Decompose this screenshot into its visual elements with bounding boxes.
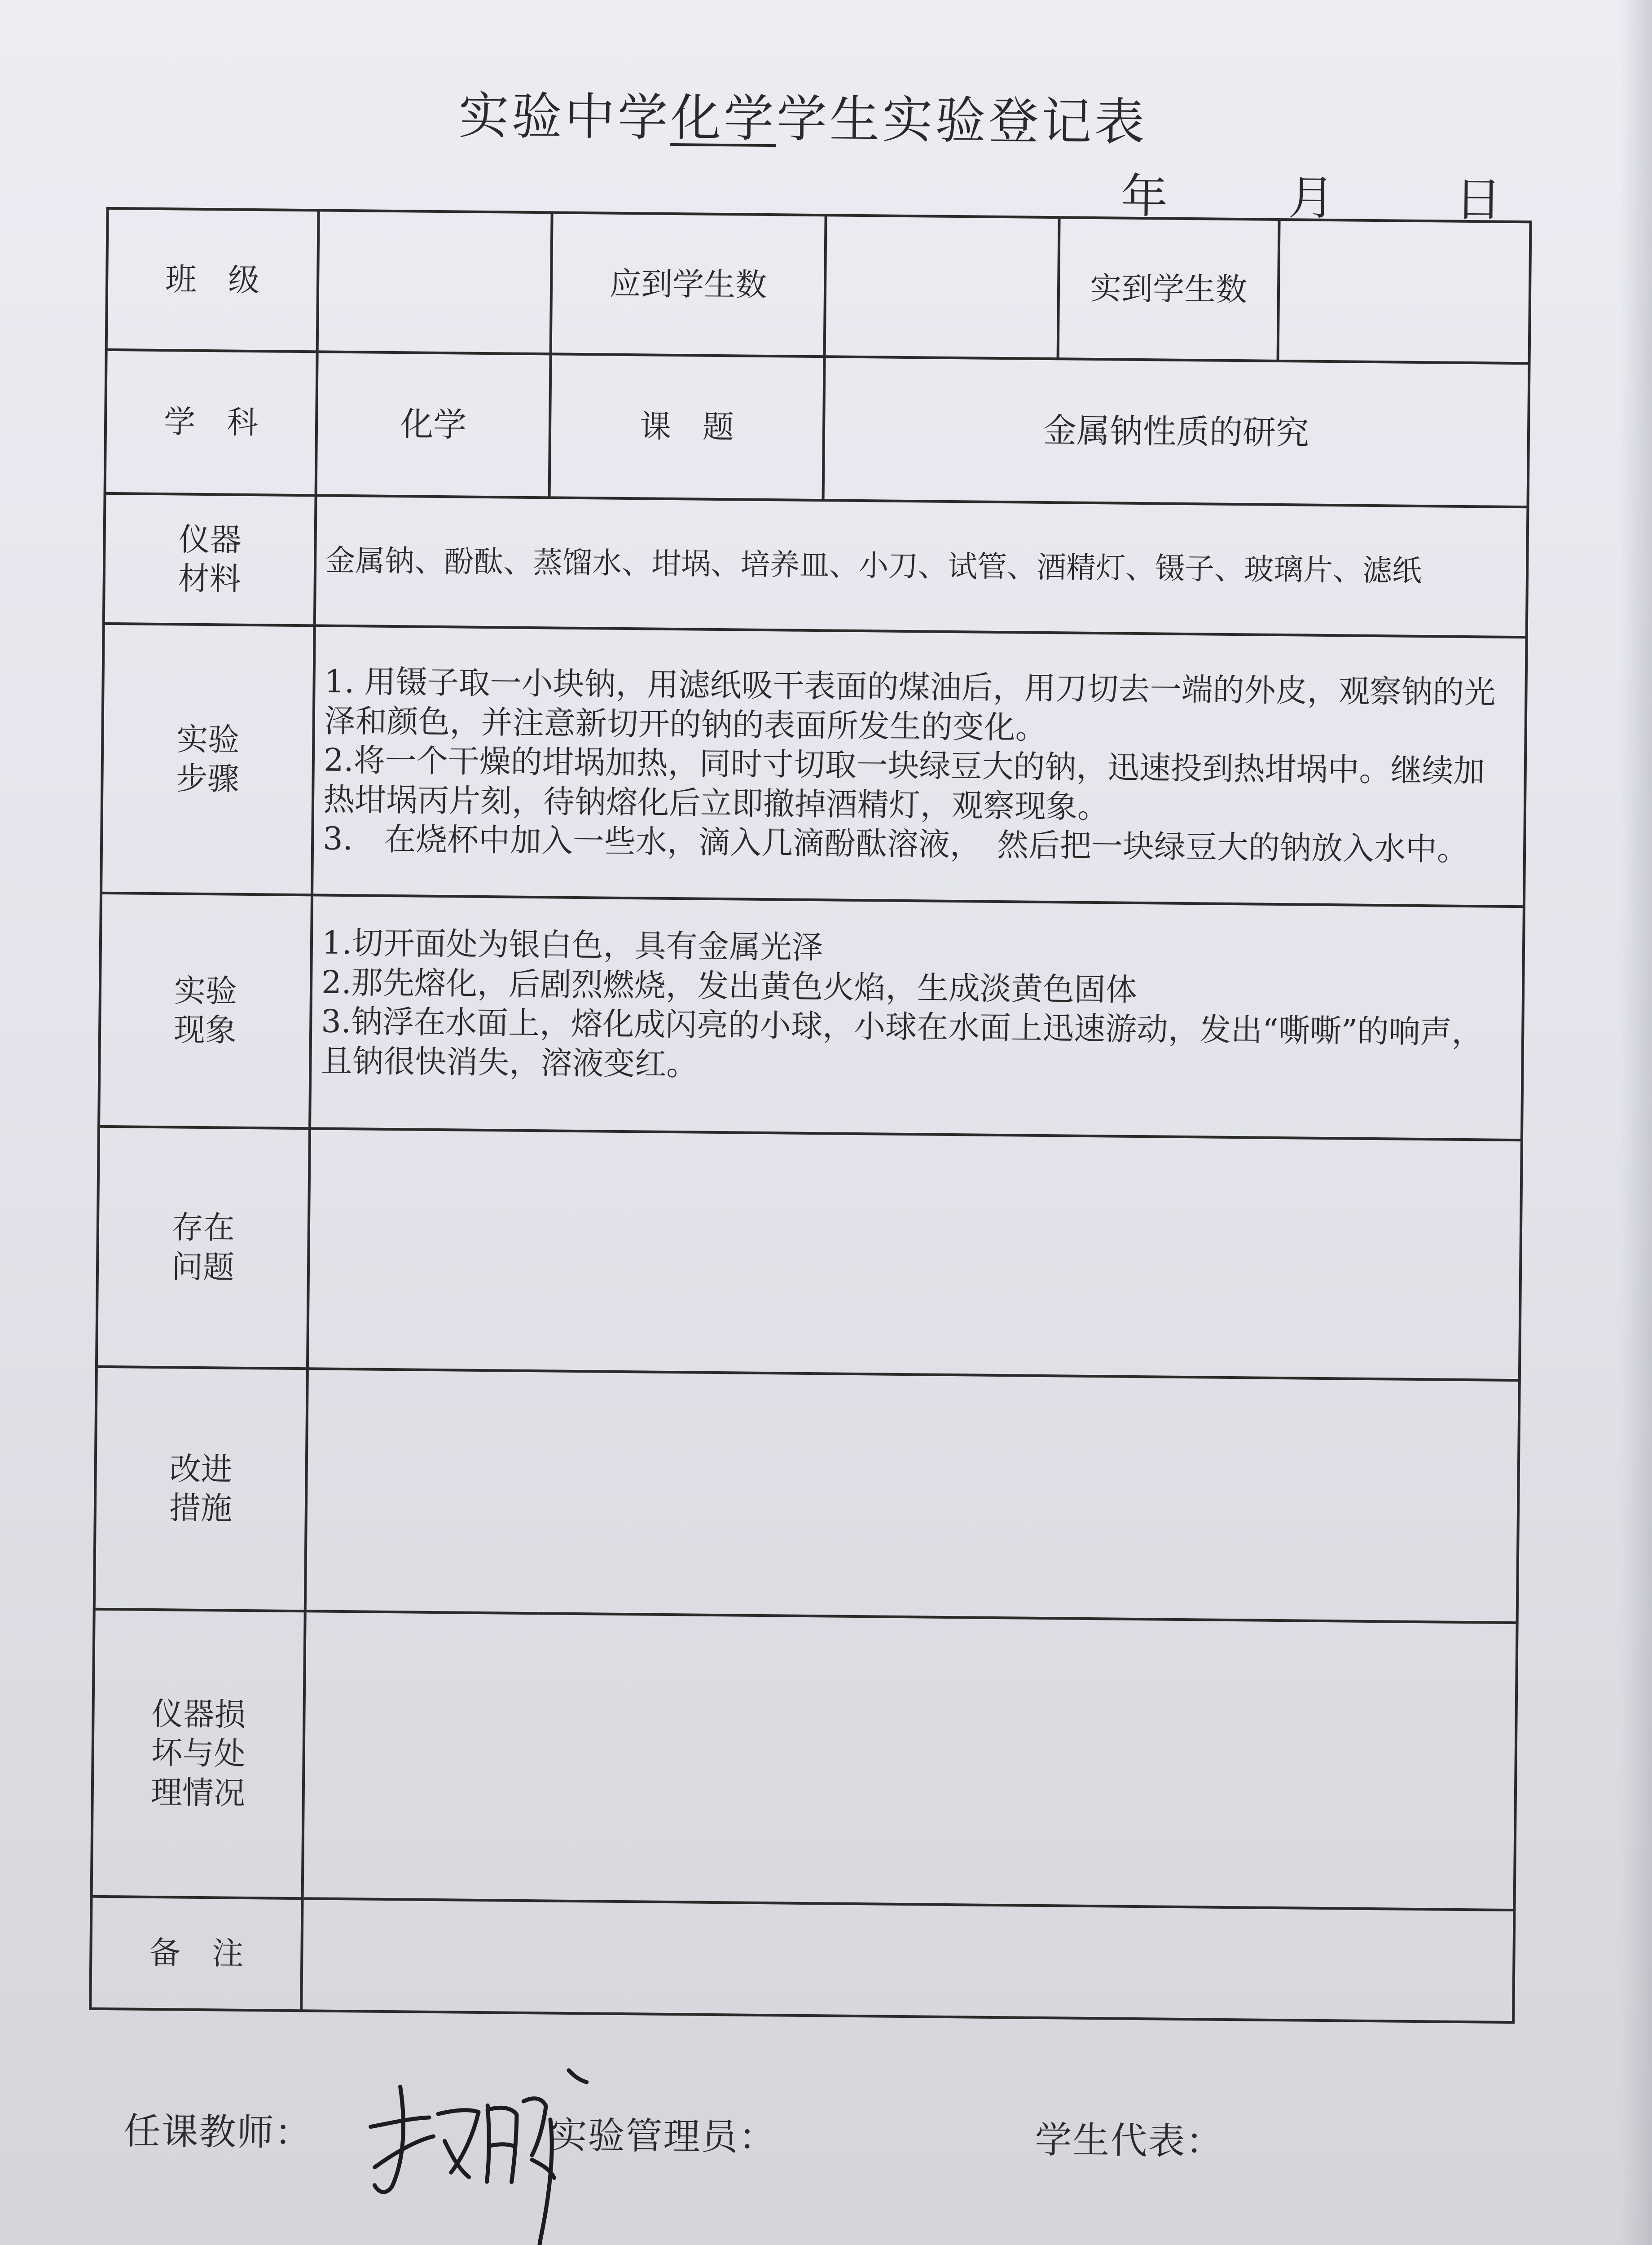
remarks-field[interactable] (301, 1898, 1514, 2022)
date-day-label: 日 (1454, 172, 1504, 227)
equipment-label (104, 493, 316, 625)
steps-label-line1: 实验 (176, 720, 240, 758)
row-problems (97, 1127, 1522, 1380)
step-item: 1. 用镊子取一小块钠，用滤纸吸干表面的煤油后，用刀切去一端的外皮，观察钠的光泽和颜色，并注意新切开的钠的表面所发生的变化。 (324, 663, 1496, 746)
expected-students-label: 应到学生数 (551, 212, 826, 357)
lab-admin-label: 实验管理员： (550, 2114, 777, 2159)
phenomena-label-line1: 实验 (174, 972, 237, 1010)
row-improvements (94, 1367, 1520, 1623)
equipment-label-line2: 材料 (178, 560, 242, 598)
phenomenon-item: 3.钠浮在水面上，熔化成闪亮的小球，小球在水面上迅速游动，发出“嘶嘶”的响声，且钠很快消失，溶液变红。 (321, 1003, 1483, 1083)
step-item: 3. 在烧杯中加入一些水，滴入几滴酚酞溶液， 然后把一块绿豆大的钠放入水中。 (322, 820, 1469, 868)
teacher-label: 任课教师： (123, 2110, 313, 2155)
class-label: 班 级 (106, 208, 319, 352)
teacher-signature-icon (360, 2051, 614, 2245)
phenomena-label (99, 893, 312, 1128)
class-field[interactable] (317, 210, 552, 354)
form-title (66, 72, 1539, 158)
row-phenomena (99, 893, 1524, 1140)
damage-label-line2: 坏与处 (151, 1734, 246, 1773)
date-month-label: 月 (1287, 170, 1337, 226)
expected-students-field[interactable] (825, 215, 1059, 359)
problems-label-line1: 存在 (171, 1209, 235, 1246)
damage-label-line3: 理情况 (150, 1774, 246, 1812)
row-damage (92, 1609, 1517, 1910)
damage-label (92, 1609, 305, 1898)
steps-label (101, 624, 315, 895)
actual-students-label: 实到学生数 (1058, 217, 1279, 361)
subject-label: 学 科 (105, 350, 317, 495)
steps-value[interactable] (312, 625, 1527, 907)
registration-form-sheet (45, 54, 1585, 2245)
registration-table (89, 207, 1532, 2024)
step-item: 2.将一个干燥的坩埚加热，同时寸切取一块绿豆大的钠，迅速投到热坩埚中。继续加热坩埚丙片刻，待钠熔化后立即撤掉酒精灯，观察现象。 (323, 741, 1485, 826)
row-subject (105, 350, 1529, 507)
title-suffix: 学生实验登记表 (776, 90, 1148, 152)
phenomena-label-line2: 现象 (173, 1011, 237, 1049)
actual-students-field[interactable] (1278, 220, 1531, 363)
improvements-label (94, 1367, 308, 1611)
paper-edge-shadow (1621, 0, 1652, 2245)
improvements-label-line2: 措施 (169, 1489, 233, 1527)
row-class (106, 208, 1531, 363)
problems-label (97, 1127, 310, 1369)
row-steps (101, 624, 1527, 907)
title-school: 实验中学 (458, 87, 671, 147)
remarks-label: 备 注 (90, 1897, 302, 2011)
date-year-label: 年 (1120, 168, 1170, 224)
topic-value[interactable]: 金属钠性质的研究 (823, 357, 1529, 507)
row-equipment (104, 493, 1528, 637)
subject-value[interactable]: 化学 (316, 352, 551, 497)
problems-label-line2: 问题 (171, 1248, 235, 1286)
phenomenon-item: 2.那先熔化，后剧烈燃烧，发出黄色火焰，生成淡黄色固体 (321, 964, 1138, 1008)
title-subject: 化学 (670, 88, 777, 149)
damage-label-line1: 仪器损 (151, 1695, 246, 1733)
row-remarks (90, 1897, 1514, 2022)
phenomenon-item: 1.切开面处为银白色，具有金属光泽 (321, 924, 824, 966)
improvements-field[interactable] (305, 1369, 1520, 1623)
equipment-value[interactable]: 金属钠、酚酞、蒸馏水、坩埚、培养皿、小刀、试管、酒精灯、镊子、玻璃片、滤纸 (315, 495, 1528, 637)
student-rep-label: 学生代表： (1035, 2118, 1224, 2163)
topic-label: 课 题 (549, 354, 825, 500)
equipment-label-line1: 仪器 (178, 520, 242, 559)
damage-field[interactable] (303, 1611, 1517, 1910)
improvements-label-line1: 改进 (169, 1450, 233, 1488)
phenomena-value[interactable] (310, 895, 1524, 1140)
steps-label-line2: 步骤 (176, 760, 239, 797)
problems-field[interactable] (308, 1128, 1522, 1380)
